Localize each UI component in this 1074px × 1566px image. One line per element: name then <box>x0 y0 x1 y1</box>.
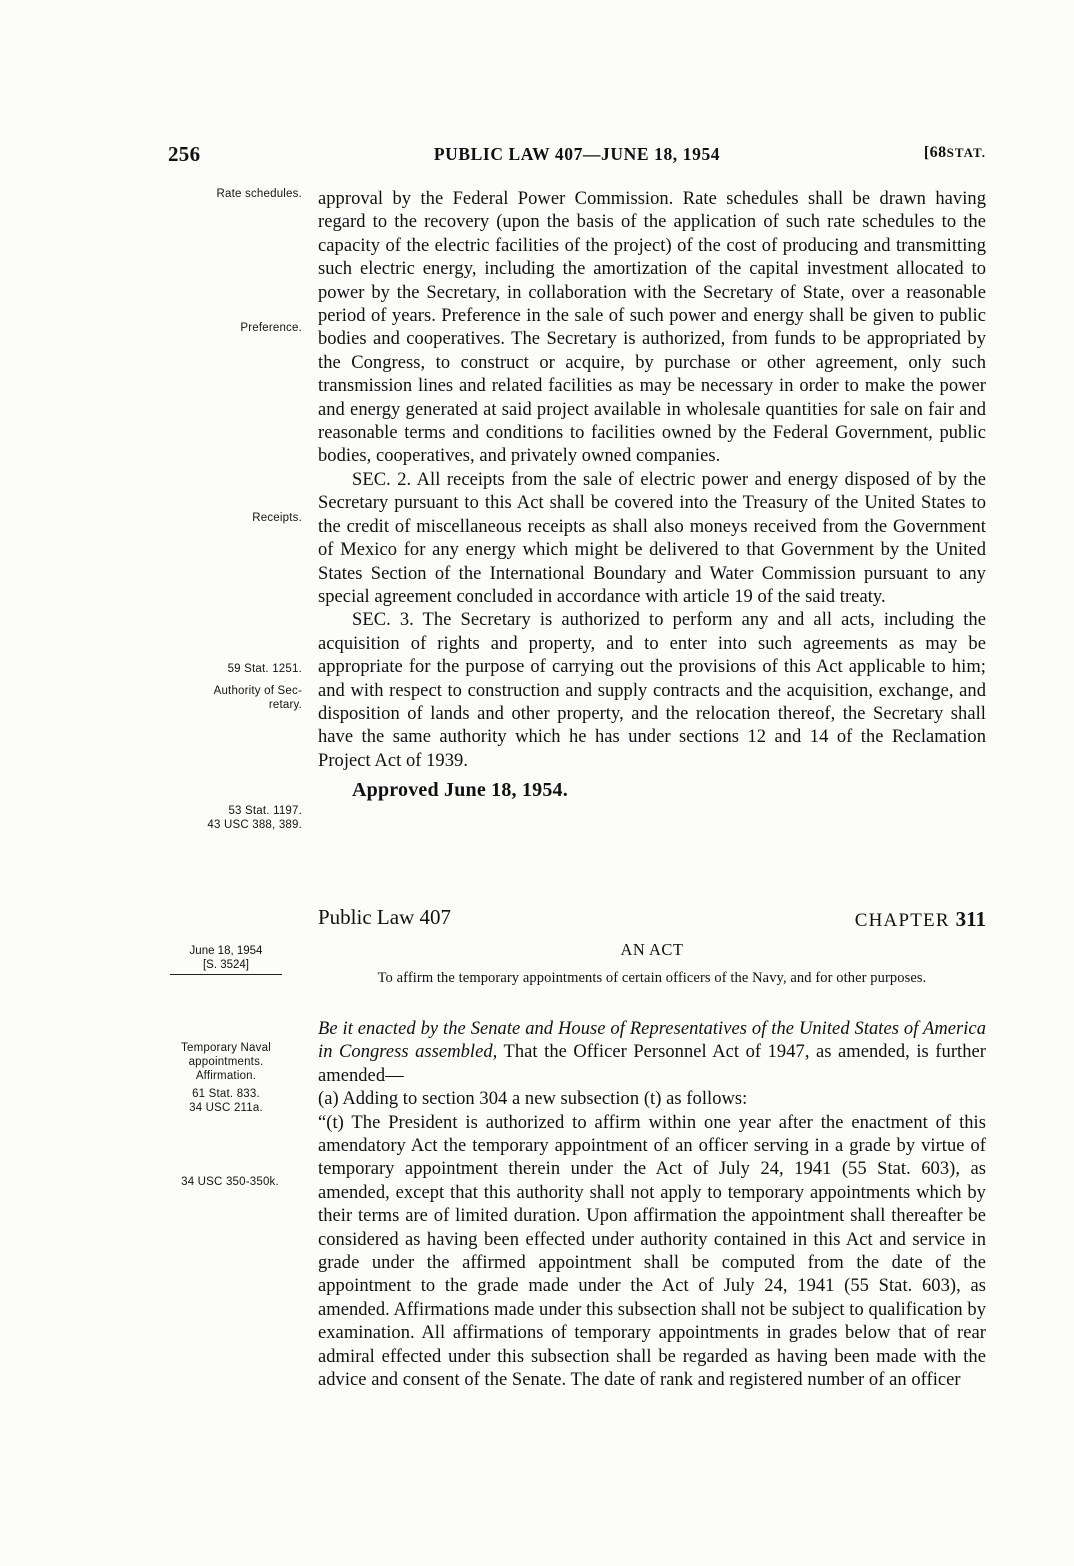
enacting-clause: Be it enacted by the Senate and House of Representatives of the United States of America in Congress assembled, <box>318 1019 986 1063</box>
paragraph-section-2 <box>318 469 986 609</box>
an-act-label: AN ACT <box>620 940 684 959</box>
page-number: 256 <box>168 142 201 166</box>
margin-note-receipts: Receipts. <box>252 512 302 524</box>
margin-note-affirmation: Affirmation. <box>195 1070 257 1082</box>
paragraph-section-3 <box>318 609 986 773</box>
main-text-column-top <box>318 188 986 802</box>
bill-date: June 18, 1954 <box>189 945 263 957</box>
section-3-label: SEC. 3. <box>352 610 414 631</box>
paragraph-rate-schedules: approval by the Federal Power Commission. Rate schedules shall be drawn having regard to the recovery (upon the basis of the application of such rate schedules to the capacity of the electric facilities of the project) of the cost of producing and transmitting such electric energy, including the amortization of the capital investment allocated to power by the Secretary, in collaboration with the Secretary of State, over a reasonable period of years. Preference in the sale of such power and energy shall be given to public bodies and cooperatives. The Secretary is authorized, from funds to be appropriated by the Congress, to construct or acquire, by purchase or other agreement, only such transmission lines and related facilities as may be necessary in order to make the power and energy generated at said project available in wholesale quantities for sale on fair and reasonable terms and conditions to facilities owned by the Federal Government, public bodies, cooperatives, and privately owned companies. <box>318 189 986 467</box>
bill-number: [S. 3524] <box>202 959 250 971</box>
chapter-heading <box>855 907 986 932</box>
statute-bracket: [68 <box>923 144 947 161</box>
enacting-clause-rest: That the Officer Personnel Act of 1947, as amended, is further amended— <box>318 1042 986 1086</box>
section-2-label: SEC. 2. <box>352 469 412 490</box>
margin-note-53-stat-1197: 53 Stat. 1197. 43 USC 388, 389. <box>207 805 302 831</box>
act-description: To affirm the temporary appointments of certain officers of the Navy, and for other purposes. <box>377 970 927 986</box>
margin-note-authority-of-secretary: Authority of Sec- retary. <box>213 685 302 711</box>
margin-note-temporary-naval-appointments: Temporary Naval appointments. <box>181 1042 271 1068</box>
section-2-text: All receipts from the sale of electric power and energy disposed of by the Secretary pursuant to this Act shall be covered into the Treasury of the United States to the credit of miscellaneous receipts as shall also moneys received from the Government of Mexico for any energy which might be delivered to that Government by the United States Section of the International Boundary and Water Commission pursuant to any special agreement concluded in accordance with article 19 of the said treaty. <box>318 469 986 607</box>
paragraph-quoted-subsection-t: “(t) The President is authorized to affirm within one year after the enactment of this amendatory Act the temporary appointment of an officer serving in a grade by virtue of temporary appointment therein under the Act of July 24, 1941 (55 Stat. 603), as amended, except that this authority shall not apply to temporary appointments which by their terms are of limited duration. Upon affirmation the appointment shall thereafter be considered as having been effected under authority contained in this Act and service in grade under the affirmed appointment shall be computed from the date of the appointment to the grade made under the Act of July 24, 1941 (55 Stat. 603), as amended. Affirmations made under this subsection shall not be subject to qualification by examination. All affirmations of temporary appointments in grades below that of rear admiral effected under this subsection shall be regarded as having been made with the advice and consent of the Senate. The date of rank and registered number of an officer <box>318 1112 986 1391</box>
paragraph-subsection-a: (a) Adding to section 304 a new subsection (t) as follows: <box>318 1089 748 1110</box>
chapter-number: 311 <box>955 907 986 931</box>
chapter-label: CHAPTER <box>854 910 950 931</box>
paragraph-enactment <box>318 1018 986 1088</box>
margin-note-34-usc-350: 34 USC 350-350k. <box>181 1176 279 1188</box>
main-text-column-bottom <box>318 1018 986 1393</box>
page-header <box>168 142 986 168</box>
margin-note-rate-schedules: Rate schedules. <box>216 188 302 200</box>
running-title: PUBLIC LAW 407—JUNE 18, 1954 <box>433 144 721 164</box>
act-title-block <box>318 940 986 987</box>
public-law-heading <box>318 905 986 935</box>
statute-stat-label: STAT. <box>946 145 986 160</box>
margin-note-59-stat-1251: 59 Stat. 1251. <box>227 663 302 675</box>
bill-date-block <box>150 944 302 975</box>
margin-note-preference: Preference. <box>240 322 302 334</box>
section-3-text: The Secretary is authorized to perform any and all acts, including the acquisition of rights and property, and to enter into such agreements as may be appropriate for the purpose of carrying out the provisions of this Act applicable to him; and with respect to construction and supply contracts and the acquisition, exchange, and disposition of lands and other property, and the relocation thereof, the Secretary shall have the same authority which he has under sections 12 and 14 of the Reclamation Project Act of 1939. <box>318 610 986 771</box>
public-law-title: Public Law 407 <box>318 905 451 929</box>
bill-rule <box>170 974 282 975</box>
statute-citation <box>924 144 986 162</box>
approved-line: Approved June 18, 1954. <box>352 779 568 802</box>
margin-note-61-stat-833: 61 Stat. 833. 34 USC 211a. <box>189 1088 263 1114</box>
